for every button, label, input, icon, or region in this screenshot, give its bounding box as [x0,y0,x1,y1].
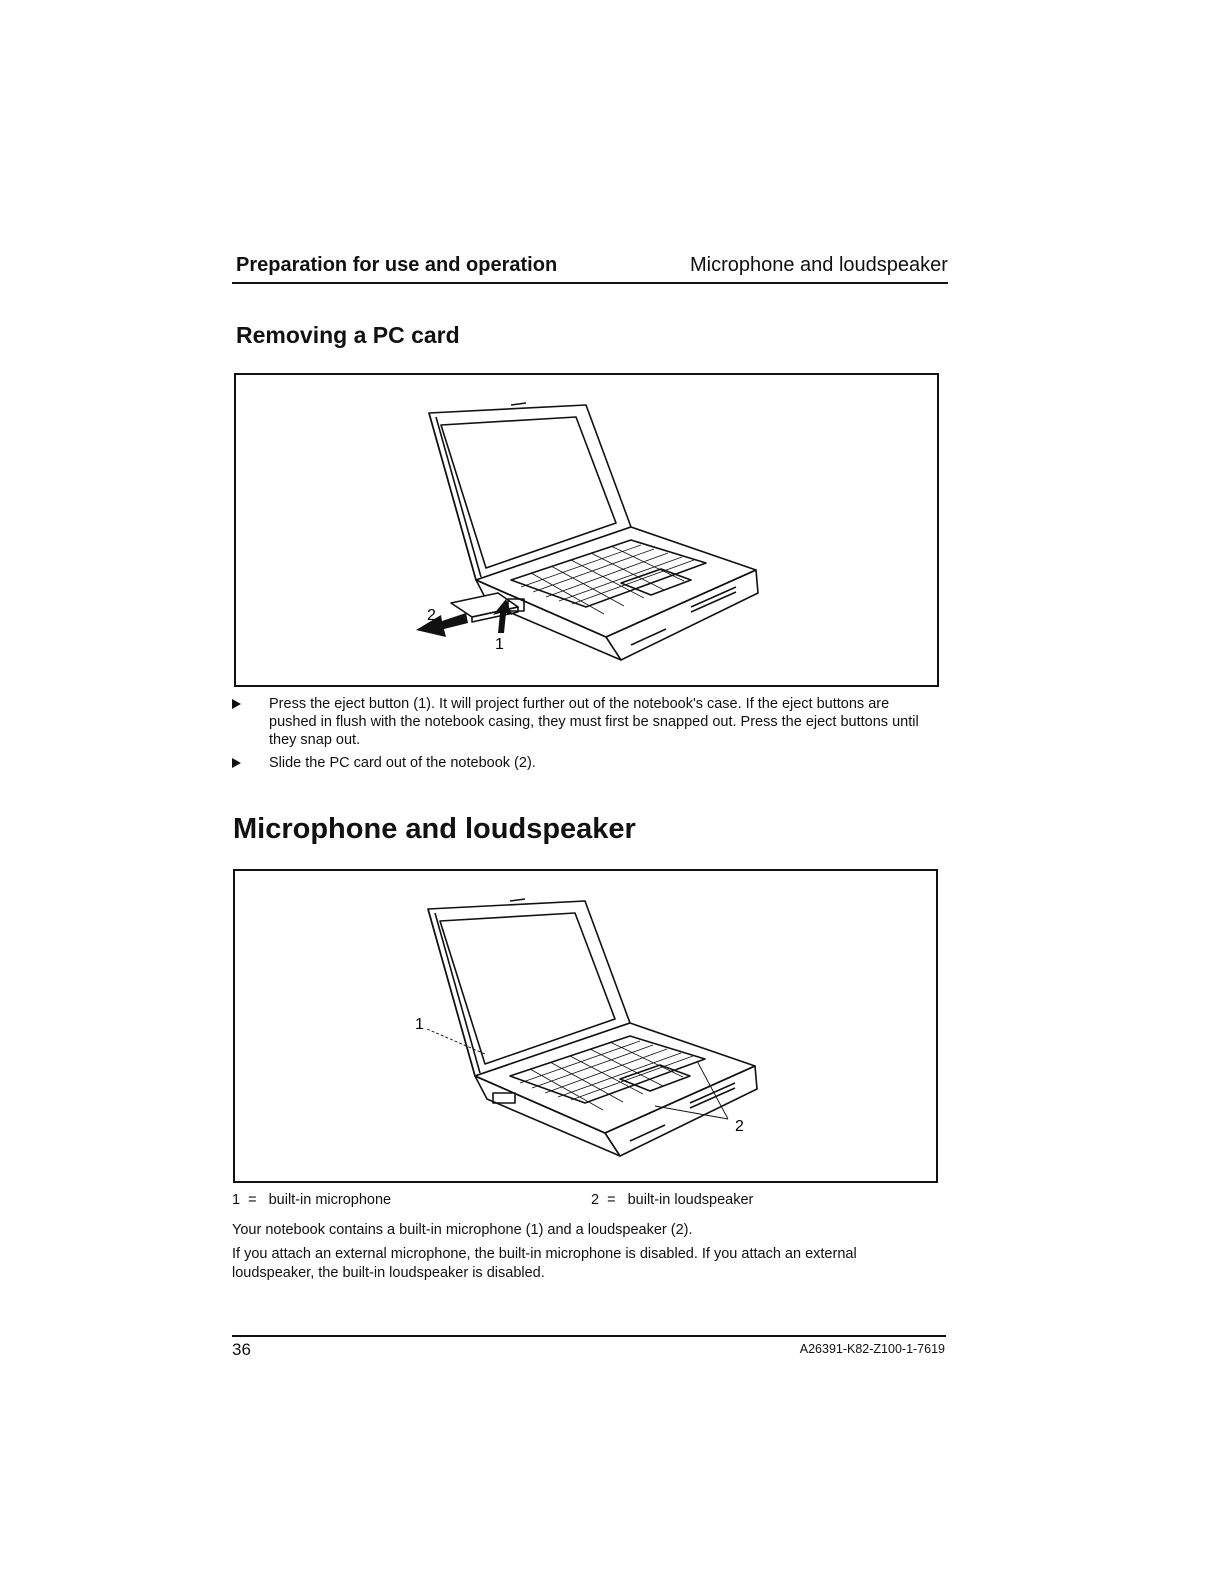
step-text: Press the eject button (1). It will project further out of the notebook's case. If the eject buttons are pushed in flush with the notebook casing, they must first be snapped out. Press the eject buttons until they snap out. [269,696,919,748]
legend-equals: = [248,1192,257,1208]
figure-label-card: 2 [427,607,436,624]
laptop-pc-card-illustration [236,375,941,689]
removing-heading: Removing a PC card [236,322,460,348]
legend-item-microphone [232,1192,391,1208]
document-id: A26391-K82-Z100-1-7619 [799,1342,945,1356]
laptop-mic-speaker-illustration [235,871,940,1185]
legend-text: built-in loudspeaker [627,1192,754,1208]
page-number: 36 [232,1340,251,1359]
pc-card-figure [234,373,939,687]
figure-label-microphone: 1 [415,1016,424,1033]
legend-text: built-in microphone [268,1192,392,1208]
bullet-arrow-icon [232,699,241,709]
mic-speaker-figure [233,869,938,1183]
legend-number: 2 [591,1192,600,1208]
running-header-chapter: Preparation for use and operation [236,254,558,276]
step-text: Slide the PC card out of the notebook (2). [269,755,536,771]
figure-label-loudspeaker: 2 [735,1118,744,1135]
legend-number: 1 [232,1192,241,1208]
legend-item-loudspeaker [591,1192,753,1208]
legend-equals: = [607,1192,616,1208]
bullet-arrow-icon [232,758,241,768]
running-header-section: Microphone and loudspeaker [690,254,948,276]
header-rule [232,282,948,284]
figure-label-eject: 1 [495,636,504,653]
body-paragraph: If you attach an external microphone, the built-in microphone is disabled. If you attach an external loudspeaker, the built-in loudspeaker is disabled. [232,1246,857,1281]
body-paragraph: Your notebook contains a built-in microphone (1) and a loudspeaker (2). [232,1222,693,1238]
footer-rule [232,1335,946,1337]
mic-heading: Microphone and loudspeaker [233,813,636,845]
